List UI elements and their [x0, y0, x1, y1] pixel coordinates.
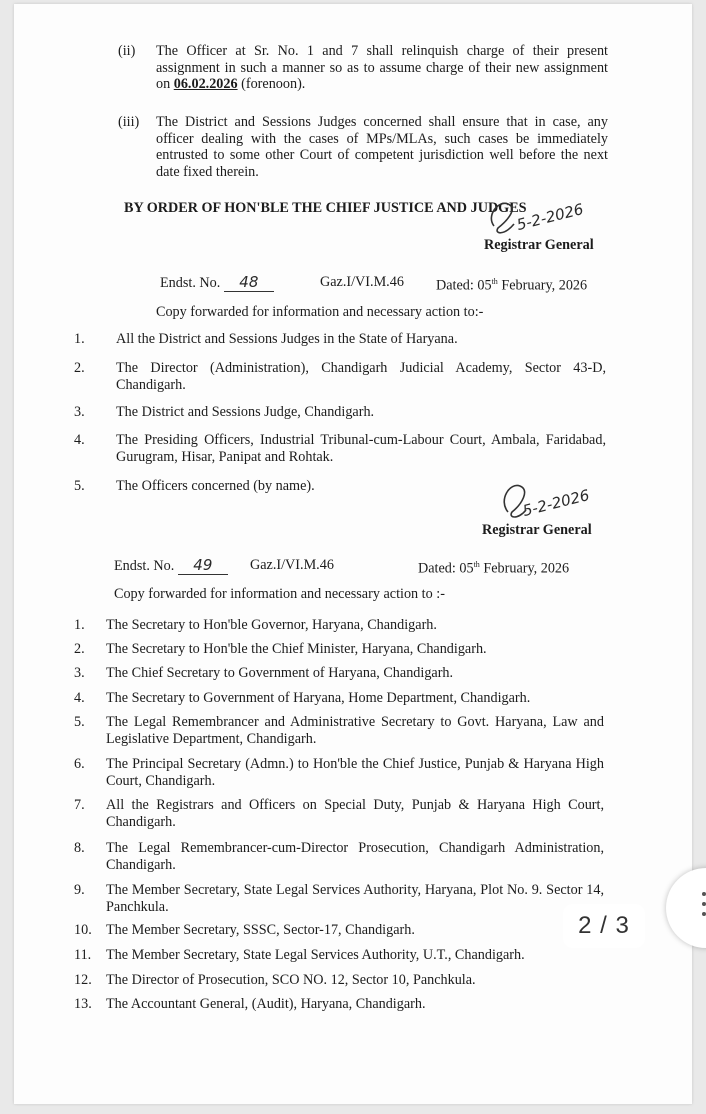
condition-number: (ii)	[118, 43, 136, 59]
list-item: The Presiding Officers, Industrial Tribunal-cum-Labour Court, Ambala, Faridabad, Gurugram, Hisar, Panipat and Rohtak.	[116, 432, 606, 465]
signature-date: 5-2-2026	[514, 200, 586, 234]
condition-number: (iii)	[118, 114, 140, 130]
endorsement-number: 49	[178, 557, 228, 575]
relinquish-date: 06.02.2026	[173, 76, 238, 92]
list-number: 4.	[74, 432, 85, 448]
endorsement-date: Dated: 05th February, 2026	[436, 277, 588, 294]
endorsement-ref: Gaz.I/VI.M.46	[320, 274, 404, 290]
list-item: The Member Secretary, State Legal Services Authority, Haryana, Plot No. 9. Sector 14, Panchkula.	[106, 882, 604, 915]
list-number: 6.	[74, 756, 85, 772]
copy-forwarded-text: Copy forwarded for information and necessary action to :-	[114, 586, 445, 602]
list-item: The Legal Remembrancer-cum-Director Prosecution, Chandigarh Administration, Chandigarh.	[106, 840, 604, 873]
list-item: The Secretary to Government of Haryana, Home Department, Chandigarh.	[106, 690, 531, 706]
list-item: The Principal Secretary (Admn.) to Hon'ble the Chief Justice, Punjab & Haryana High Court, Chandigarh.	[106, 756, 604, 789]
endorsement-line: Endst. No. 49	[114, 557, 228, 575]
copy-forwarded-text: Copy forwarded for information and necessary action to:-	[156, 304, 484, 320]
list-number: 10.	[74, 922, 92, 938]
endorsement-line: Endst. No. 48	[160, 274, 274, 292]
list-number: 5.	[74, 478, 85, 494]
list-item: The Secretary to Hon'ble Governor, Haryana, Chandigarh.	[106, 617, 437, 633]
more-vertical-icon	[702, 892, 706, 922]
list-item: The Legal Remembrancer and Administrative Secretary to Govt. Haryana, Law and Legislative Department, Chandigarh.	[106, 714, 604, 747]
list-item: The Director (Administration), Chandigarh Judicial Academy, Sector 43-D, Chandigarh.	[116, 360, 606, 393]
list-number: 11.	[74, 947, 92, 963]
list-item: The Member Secretary, State Legal Services Authority, U.T., Chandigarh.	[106, 947, 525, 963]
list-item: The Secretary to Hon'ble the Chief Minister, Haryana, Chandigarh.	[106, 641, 487, 657]
order-heading: BY ORDER OF HON'BLE THE CHIEF JUSTICE AND JUDGES	[124, 200, 527, 216]
list-item: All the District and Sessions Judges in the State of Haryana.	[116, 331, 458, 347]
list-item: The Director of Prosecution, SCO NO. 12, Sector 10, Panchkula.	[106, 972, 476, 988]
list-number: 3.	[74, 665, 85, 681]
list-number: 1.	[74, 617, 85, 633]
signature-date: 5-2-2026	[520, 486, 592, 520]
list-item: The Member Secretary, SSSC, Sector-17, Chandigarh.	[106, 922, 415, 938]
list-number: 2.	[74, 360, 85, 376]
list-item: The Accountant General, (Audit), Haryana, Chandigarh.	[106, 996, 426, 1012]
registrar-title: Registrar General	[482, 522, 592, 538]
list-number: 1.	[74, 331, 85, 347]
list-number: 9.	[74, 882, 85, 898]
list-number: 12.	[74, 972, 92, 988]
condition-text: The Officer at Sr. No. 1 and 7 shall relinquish charge of their present assignment in such a manner so as to assume charge of their new assignment on 06.02.2026 (forenoon).	[156, 43, 608, 92]
list-number: 8.	[74, 840, 85, 856]
list-number: 3.	[74, 404, 85, 420]
endorsement-number: 48	[224, 274, 274, 292]
list-number: 7.	[74, 797, 85, 813]
list-number: 13.	[74, 996, 92, 1012]
list-item: The District and Sessions Judge, Chandigarh.	[116, 404, 375, 420]
list-number: 4.	[74, 690, 85, 706]
list-item: The Officers concerned (by name).	[116, 478, 315, 494]
endorsement-ref: Gaz.I/VI.M.46	[250, 557, 334, 573]
endorsement-date: Dated: 05th February, 2026	[418, 560, 570, 577]
list-number: 5.	[74, 714, 85, 730]
list-number: 2.	[74, 641, 85, 657]
list-item: All the Registrars and Officers on Special Duty, Punjab & Haryana High Court, Chandigarh.	[106, 797, 604, 830]
registrar-title: Registrar General	[484, 237, 594, 253]
list-item: The Chief Secretary to Government of Haryana, Chandigarh.	[106, 665, 454, 681]
page-indicator: 2 / 3	[563, 904, 645, 948]
condition-text: The District and Sessions Judges concerned shall ensure that in case, any officer dealing with the cases of MPs/MLAs, such cases be immediately entrusted to some other Court of competent jurisdiction well before the next date fixed therein.	[156, 114, 608, 180]
